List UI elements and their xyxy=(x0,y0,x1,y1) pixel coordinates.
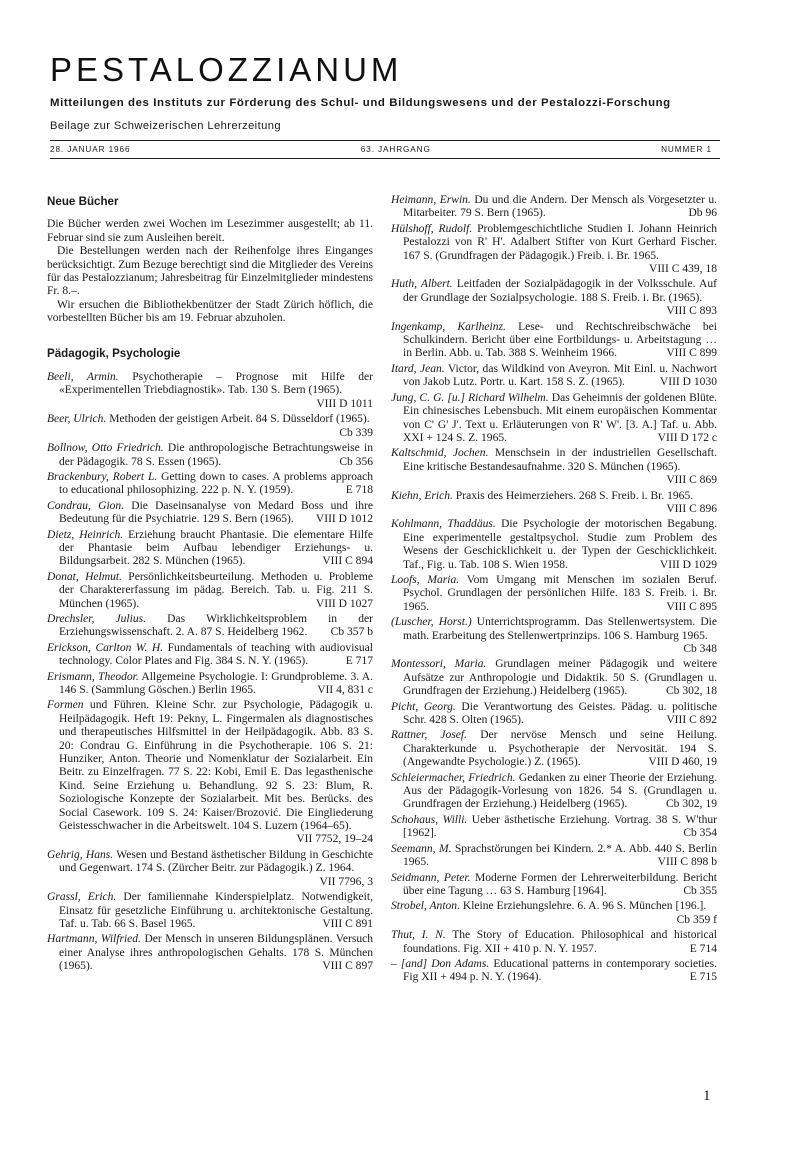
book-entry xyxy=(47,442,373,469)
entry-author: Kiehn, Erich. xyxy=(391,489,453,502)
page-number: 1 xyxy=(703,1088,711,1104)
book-entry xyxy=(47,529,373,569)
intro-paragraph: Die Bücher werden zwei Wochen im Lesezimmer ausgestellt; ab 11. Februar sind sie zum Ausleihen bereit. xyxy=(47,218,373,244)
issue-date: 28. JANUAR 1966 xyxy=(50,145,131,154)
entry-text: Gedanken zu einer Theorie der Erziehung. Aus der Pädagogik-Vorlesung von 1826. 54 S. (Grundlagen u. Grundfragen der Erziehung.) Heidelberg (1965). xyxy=(403,771,717,811)
entry-author: Ingenkamp, Karlheinz. xyxy=(391,320,506,333)
entry-shelfmark: Cb 356 xyxy=(339,455,373,468)
entry-text: und Führen. Kleine Schr. zur Psychologie, Pädagogik u. Heilpädagogik. Heft 19: Pekny, L. Fingermalen als diagnostisches und therapeutisches Hilfsmittel in der Heilpädagogik. Abb. 83 S. 20: Condrau G. Einführung in die Psychotherapie. 106 S. 21: Hunziker, Anton. Theorie und Nomenklatur der Sozialarbeit. Ein Beitr. zu Einzelfragen. 77 S. 22: Kobi, Emil E. Das legasthenische Kind. Seine Erziehung u. Behandlung. 92 S. 23: Blum, R. Soziologische Konzepte der Sozialarbeit. Mit bes. Berücks. des Social Casework. 109 S. 24: Kaiser/Brozović. Die Eingliederung Geistesschwacher in die Arbeitswelt. 104 S. Luzern (1964–65). xyxy=(59,699,373,833)
entry-author: (Luscher, Horst.) xyxy=(391,616,472,629)
entry-list-right xyxy=(391,194,717,985)
entry-text: Victor, das Wildkind von Aveyron. Mit Einl. u. Nachwort von Jakob Lutz. Portr. u. Kart. 158 S. Z. (1965). xyxy=(403,362,717,389)
book-entry xyxy=(391,223,717,277)
entry-text: Grundlagen meiner Pädagogik und weitere Aufsätze zur Anthropologie und Didaktik. 50 S. (Grundlagen u. Grundfragen der Erziehung.) Heidelberg (1965). xyxy=(403,658,717,698)
entry-shelfmark: VIII C 893 xyxy=(666,305,717,318)
entry-author: Beeli, Armin. xyxy=(47,371,119,384)
entry-text: Die anthropologische Betrachtungsweise in der Pädagogik. 78 S. Essen (1965). xyxy=(59,442,373,468)
book-entry xyxy=(47,699,373,846)
entry-author: Kaltschmid, Jochen. xyxy=(391,447,489,460)
entry-shelfmark: VIII C 896 xyxy=(666,502,717,515)
entry-author: Strobel, Anton. xyxy=(391,900,460,913)
book-entry xyxy=(391,392,717,446)
right-column xyxy=(391,194,717,987)
book-entry xyxy=(391,900,717,927)
entry-text: Das Geheimnis der goldenen Blüte. Ein chinesisches Lebensbuch. Mit einem europäischen Kommentar von C' G' J'. Text u. Erläuterungen von R' W'. [3. A.] Taf. u. Abb. XXI + 124 S. Z. 1965. xyxy=(403,391,717,444)
entry-author: Thut, I. N. xyxy=(391,929,446,942)
book-entry xyxy=(391,658,717,698)
entry-shelfmark: VIII D 1027 xyxy=(315,597,373,610)
entry-text: Die Daseinsanalyse von Medard Boss und ihre Bedeutung für die Psychiatrie. 129 S. Bern (1965). xyxy=(59,499,373,526)
entry-text: Sprachstörungen bei Kindern. 2.* A. Abb. 440 S. Berlin 1965. xyxy=(403,842,717,869)
entry-text: Praxis des Heimerziehers. 268 S. Freib. i. Br. 1965. xyxy=(455,489,694,502)
top-rule xyxy=(50,140,720,141)
journal-title: PESTALOZZIANUM xyxy=(50,51,403,88)
book-entry xyxy=(391,574,717,614)
entry-shelfmark: VIII C 892 xyxy=(666,714,717,727)
bottom-rule xyxy=(50,158,720,159)
entry-author: Loofs, Maria. xyxy=(391,573,460,586)
entry-author: Gehrig, Hans. xyxy=(47,848,114,861)
book-entry xyxy=(391,872,717,899)
entry-author: Rattner, Josef. xyxy=(391,729,468,742)
entry-shelfmark: VIII C 439, 18 xyxy=(649,263,717,276)
entry-text: Die Verantwortung des Geistes. Pädag. u. politische Schr. 428 S. Olten (1965). xyxy=(403,700,717,727)
entry-shelfmark: VIII D 1030 xyxy=(659,376,717,389)
entry-text: Leitfaden der Sozialpädagogik in der Volksschule. Auf der Grundlage der Sozialpsychologie. 188 S. Freib. i. Br. (1965). xyxy=(403,278,717,304)
entry-shelfmark: VII 4, 831 c xyxy=(317,684,373,696)
book-entry xyxy=(47,849,373,889)
entry-shelfmark: Cb 339 xyxy=(339,426,373,439)
entry-author: Beer, Ulrich. xyxy=(47,413,107,426)
entry-author: Schleiermacher, Friedrich. xyxy=(391,771,516,784)
intro-heading: Neue Bücher xyxy=(47,195,119,208)
entry-text: Der Mensch in unseren Bildungsplänen. Versuch einer Analyse ihres anthropologischen Gehalts. 178 S. München (1965). xyxy=(59,933,374,973)
entry-text: Der familiennahe Kinderspielplatz. Notwendigkeit, Einsatz für gesetzliche Einführung u. architektonische Gestaltung. Taf. u. Tab. 66 S. Basel 1965. xyxy=(59,891,373,930)
book-entry xyxy=(47,571,373,611)
entry-shelfmark: VIII D 172 c xyxy=(657,431,717,444)
masthead xyxy=(50,52,720,132)
entry-text: Erziehung braucht Phantasie. Die elementare Hilfe der Phantasie beim Aufbau lebendiger Erziehungs- u. Bildungsarbeit. 282 S. München (1965). xyxy=(59,528,373,568)
entry-text: Du und die Andern. Der Mensch als Vorgesetzter u. Mitarbeiter. 79 S. Bern (1965). xyxy=(403,194,717,220)
entry-shelfmark: VIII C 894 xyxy=(322,555,373,568)
entry-shelfmark: VIII C 891 xyxy=(322,917,373,930)
book-entry xyxy=(47,671,373,698)
intro-paragraph: Wir ersuchen die Bibliothekbenützer der Stadt Zürich höflich, die vorbestellten Bücher bis am 19. Februar abzuholen. xyxy=(47,298,373,325)
entry-author: Jung, C. G. [u.] Richard Wilhelm. xyxy=(391,391,549,404)
intro-paragraph: Die Bestellungen werden nach der Reihenfolge ihres Einganges berücksichtigt. Zum Bezuge berechtigt sind die Mitglieder des Vereins für das Pestalozzianum; Jahresbeitrag für Einzelmitglieder mindestens Fr. 8.–. xyxy=(47,245,373,298)
entry-author: Erickson, Carlton W. H. xyxy=(47,641,164,654)
entry-author: – [and] Don Adams. xyxy=(391,957,490,970)
entry-text: Getting down to cases. A problems approach to educational philosophizing. 222 p. N. Y. (1959). xyxy=(59,470,374,497)
entry-author: Seidmann, Peter. xyxy=(391,871,471,884)
entry-text: Methoden der geistigen Arbeit. 84 S. Düsseldorf (1965). xyxy=(109,413,370,426)
book-entry xyxy=(47,642,373,669)
entry-author: Schohaus, Willi. xyxy=(391,813,468,826)
book-entry xyxy=(391,772,717,812)
entry-author: Hartmann, Wilfried. xyxy=(47,933,141,946)
entry-shelfmark: E 717 xyxy=(345,655,373,668)
book-entry xyxy=(391,194,717,221)
entry-author: Seemann, M. xyxy=(391,842,452,855)
entry-shelfmark: VIII D 460, 19 xyxy=(648,756,717,769)
entry-author: Condrau, Gion. xyxy=(47,499,125,512)
entry-text: Allgemeine Psychologie. I: Grundprobleme. 3. A. 146 S. (Sammlung Göschen.) Berlin 1965. xyxy=(59,670,374,696)
entry-author: Heimann, Erwin. xyxy=(391,194,471,206)
book-entry xyxy=(47,891,373,931)
entry-author: Erismann, Theodor. xyxy=(47,670,139,683)
entry-text: Lese- und Rechtschreibschwäche bei Schulkindern. Bericht über eine Fortbildungs- u. Arbeitstagung … in Berlin. Abb. u. Tab. 388 S. Weinheim 1966. xyxy=(403,320,718,360)
book-entry xyxy=(391,518,717,572)
entry-list-left xyxy=(47,371,373,973)
entry-author: Huth, Albert. xyxy=(391,278,453,291)
entry-text: Unterrichtsprogramm. Das Stellenwertsystem. Die math. Erarbeitung des Stellenwertprinzips. 106 S. Hamburg 1965. xyxy=(403,616,717,642)
entry-author: Dietz, Heinrich. xyxy=(47,528,124,541)
entry-text: Problemgeschichtliche Studien I. Johann Heinrich Pestalozzi von R' H'. Adalbert Stifter von Kurt Gerhard Fischer. 167 S. (Grundfragen der Pädagogik.) Freib. i. Br. 1965. xyxy=(403,222,717,262)
entry-shelfmark: Cb 302, 19 xyxy=(665,798,717,811)
entry-shelfmark: E 715 xyxy=(689,971,717,984)
entry-text: Moderne Formen der Lehrerweiterbildung. Bericht über eine Tagung … 63 S. Hamburg [1964]. xyxy=(403,871,718,897)
entry-author: Drechsler, Julius. xyxy=(47,612,146,625)
entry-shelfmark: Cb 359 f xyxy=(676,913,717,926)
entry-shelfmark: VIII D 1011 xyxy=(316,397,373,410)
entry-author: Donat, Helmut. xyxy=(47,570,122,583)
book-entry xyxy=(391,929,717,956)
section-heading: Pädagogik, Psychologie xyxy=(47,346,181,360)
entry-author: Grassl, Erich. xyxy=(47,891,117,904)
book-entry xyxy=(47,371,373,411)
book-entry xyxy=(391,278,717,318)
entry-author: Kohlmann, Thaddäus. xyxy=(391,518,496,531)
entry-author: Picht, Georg. xyxy=(391,700,456,713)
entry-shelfmark: Cb 348 xyxy=(683,643,717,655)
entry-text: Vom Umgang mit Menschen im sozialen Beruf. Psychol. Grundlagen der persönlichen Hilfe. 183 S. Freib. i. Br. 1965. xyxy=(403,573,717,613)
entry-shelfmark: VIII C 869 xyxy=(666,474,717,487)
book-entry xyxy=(47,613,373,640)
entry-shelfmark: Db 96 xyxy=(688,207,717,220)
journal-supplement: Beilage zur Schweizerischen Lehrerzeitung xyxy=(50,120,281,132)
entry-text: Persönlichkeitsbeurteilung. Methoden u. Probleme der Charaktererfassung im pädag. Bereich. Tab. u. Fig. 211 S. München (1965). xyxy=(59,570,373,610)
entry-text: Menschsein in der industriellen Gesellschaft. Eine kritische Bestandesaufnahme. 320 S. München (1965). xyxy=(403,447,718,473)
entry-author: Brackenbury, Robert L. xyxy=(47,470,158,483)
entry-text: Der nervöse Mensch und seine Heilung. Charakterkunde u. Psychotherapie der Nervosität. 194 S. (Angewandte Psychologie.) Z. (1965). xyxy=(403,729,718,769)
book-entry xyxy=(391,363,717,390)
book-entry xyxy=(47,471,373,498)
entry-shelfmark: VIII D 1012 xyxy=(315,513,373,526)
dateline xyxy=(50,145,720,154)
entry-shelfmark: VII 7752, 19–24 xyxy=(296,833,373,846)
entry-text: The Story of Education. Philosophical and historical foundations. Fig. XII + 410 p. N. Y. 1957. xyxy=(403,929,717,955)
book-entry xyxy=(391,843,717,870)
entry-shelfmark: VIII D 1029 xyxy=(659,558,717,571)
entry-text: Fundamentals of teaching with audiovisual technology. Color Plates and Fig. 384 S. N. Y. (1965). xyxy=(59,641,374,668)
book-entry xyxy=(391,814,717,841)
issue-number: NUMMER 1 xyxy=(661,145,712,154)
book-entry xyxy=(391,447,717,487)
entry-shelfmark: VIII C 899 xyxy=(666,347,717,360)
entry-text: Wesen und Bestand ästhetischer Bildung in Geschichte und Gegenwart. 174 S. (Zürcher Beitr. zur Pädagogik.) Z. 1964. xyxy=(59,848,373,875)
book-entry xyxy=(391,729,717,769)
entry-text: Das Wirklichkeitsproblem in der Erziehungswissenschaft. 2. A. 87 S. Heidelberg 1962. xyxy=(59,612,373,639)
entry-shelfmark: Cb 302, 18 xyxy=(665,685,717,698)
entry-author: Formen xyxy=(47,699,84,712)
entry-text: Die Psychologie der motorischen Begabung. Eine experimentelle gestaltpsychol. Studie zum Problem des Wesens der Geschicklichkeit u. der Typen der Geschicklichkeit. Taf., Fig. u. Tab. 108 S. Wien 1958. xyxy=(403,518,717,571)
entry-shelfmark: VII 7796, 3 xyxy=(319,875,373,888)
entry-text: Ueber ästhetische Erziehung. Vortrag. 38 S. W'thur [1962]. xyxy=(403,813,718,840)
book-entry xyxy=(391,616,717,656)
entry-text: Psychotherapie – Prognose mit Hilfe der «Experimentellen Triebdiagnostik». Tab. 130 S. Bern (1965). xyxy=(59,371,373,397)
entry-shelfmark: E 718 xyxy=(345,484,373,497)
entry-author: Itard, Jean. xyxy=(391,362,445,375)
entry-shelfmark: Cb 354 xyxy=(683,827,717,840)
entry-shelfmark: VIII C 895 xyxy=(666,600,717,613)
book-entry xyxy=(47,933,373,973)
entry-shelfmark: Cb 357 b xyxy=(330,626,373,639)
book-entry xyxy=(391,321,717,361)
entry-author: Bollnow, Otto Friedrich. xyxy=(47,442,164,455)
book-entry xyxy=(47,500,373,527)
journal-subtitle: Mitteilungen des Instituts zur Förderung des Schul- und Bildungswesens und der Pestalozzi-Forschung xyxy=(50,97,671,109)
book-entry xyxy=(391,958,717,985)
entry-author: Montessori, Maria. xyxy=(391,658,487,671)
left-column xyxy=(47,195,373,976)
book-entry xyxy=(391,490,717,517)
entry-text: Educational patterns in contemporary societies. Fig XII + 494 p. N. Y. (1964). xyxy=(403,957,717,984)
entry-shelfmark: VIII C 897 xyxy=(322,960,373,973)
entry-shelfmark: E 714 xyxy=(689,942,717,955)
entry-shelfmark: Cb 355 xyxy=(683,884,717,897)
entry-text: Kleine Erziehungslehre. 6. A. 96 S. München [196.]. xyxy=(462,900,707,913)
entry-author: Hülshoff, Rudolf. xyxy=(391,222,473,235)
book-entry xyxy=(47,413,373,440)
book-entry xyxy=(391,701,717,728)
issue-volume: 63. JAHRGANG xyxy=(360,145,431,154)
entry-shelfmark: VIII C 898 b xyxy=(657,856,717,869)
